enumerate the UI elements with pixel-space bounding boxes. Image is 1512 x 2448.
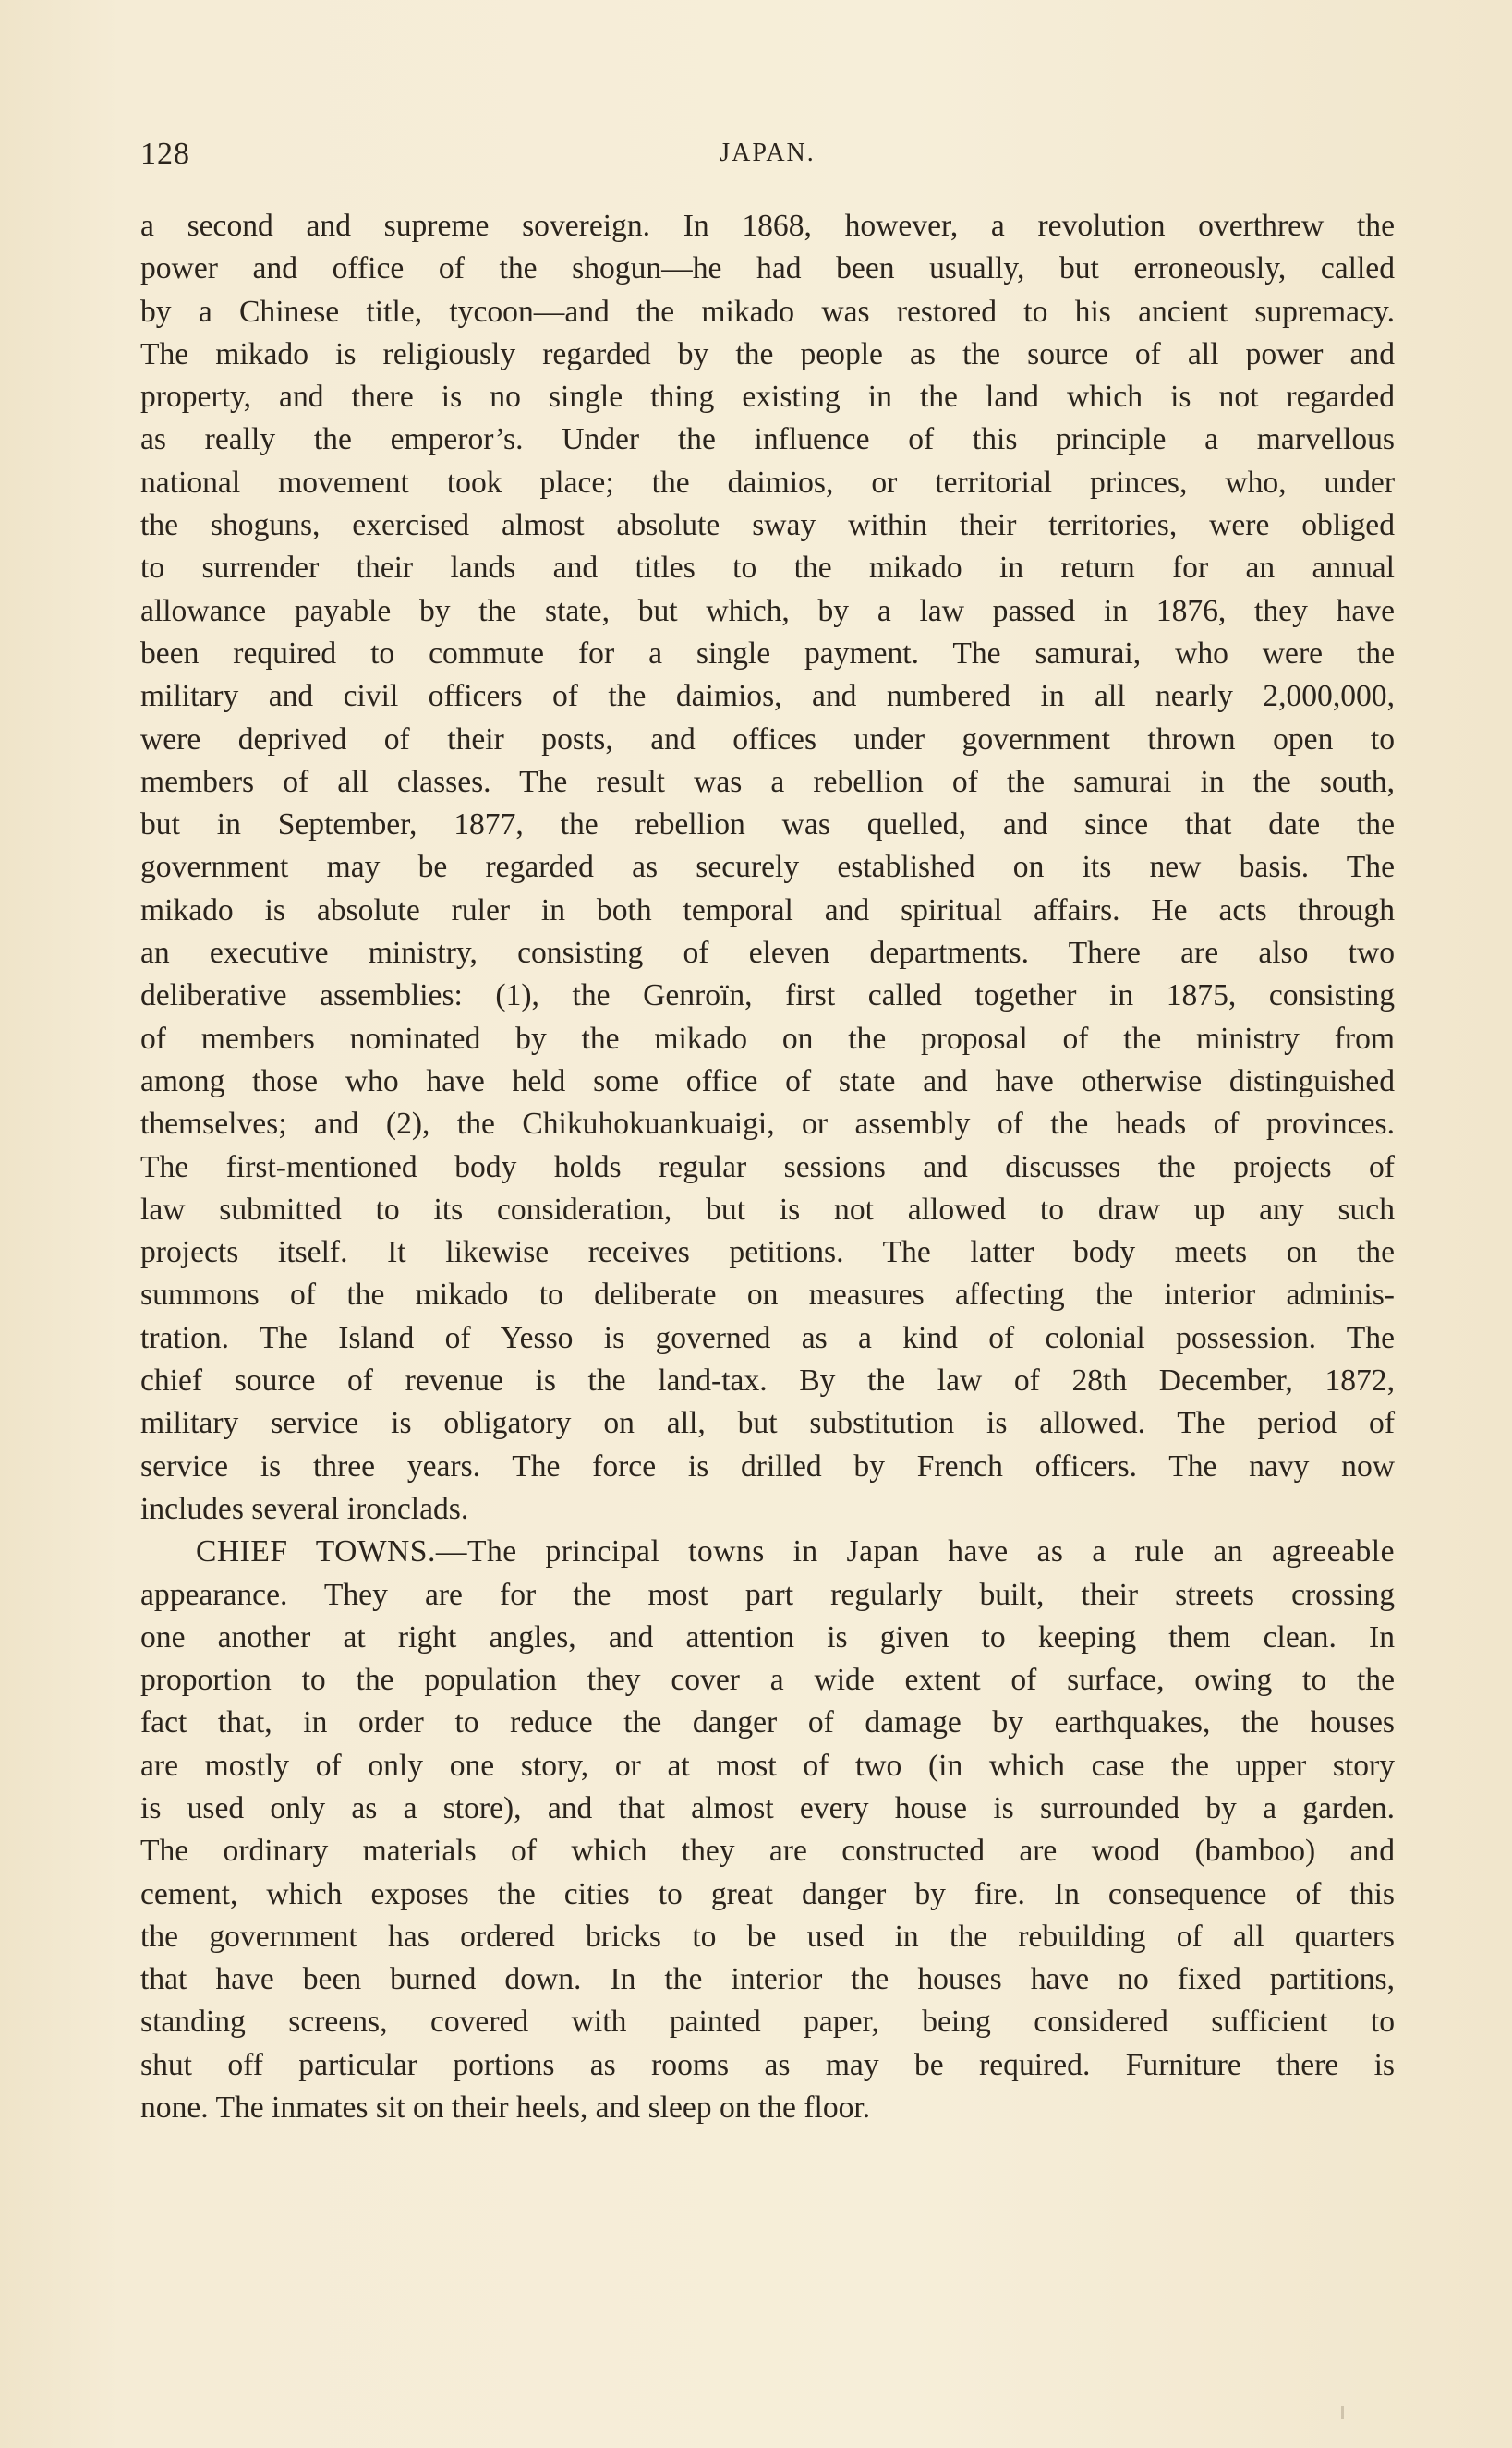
text-line: appearance. They are for the most part regularly built, their streets crossing xyxy=(140,1577,1395,1612)
running-head: JAPAN. xyxy=(720,139,816,167)
text-line: is used only as a store), and that almost every house is surrounded by a garden. xyxy=(140,1790,1395,1825)
text-line: property, and there is no single thing existing in the land which is not regarded xyxy=(140,380,1395,415)
text-line: the shoguns, exercised almost absolute sway within their territories, were obliged xyxy=(140,508,1395,543)
text-line: among those who have held some office of state and have otherwise distinguished xyxy=(140,1063,1395,1098)
text-line: to surrender their lands and titles to the mikado in return for an annual xyxy=(140,551,1395,586)
text-line: summons of the mikado to deliberate on measures affecting the interior adminis- xyxy=(140,1278,1395,1313)
text-line: themselves; and (2), the Chikuhokuankuaigi, or assembly of the heads of provinces. xyxy=(140,1107,1395,1142)
text-line: military service is obligatory on all, but substitution is allowed. The period of xyxy=(140,1406,1395,1441)
text-line: tration. The Island of Yesso is governed as a kind of colonial possession. The xyxy=(140,1320,1395,1355)
text-line: mikado is absolute ruler in both temporal and spiritual affairs. He acts through xyxy=(140,892,1395,927)
text-line: The first-mentioned body holds regular sessions and discusses the projects of xyxy=(140,1149,1395,1184)
text-line: includes several ironclads. xyxy=(140,1491,469,1526)
page-number: 128 xyxy=(140,137,190,171)
text-line: power and office of the shogun—he had been usually, but erroneously, called xyxy=(140,251,1395,286)
text-line: an executive ministry, consisting of eleven departments. There are also two xyxy=(140,936,1395,971)
body-text xyxy=(140,205,1395,2129)
text-line: none. The inmates sit on their heels, and sleep on the floor. xyxy=(140,2090,871,2126)
text-line: one another at right angles, and attention is given to keeping them clean. In xyxy=(140,1619,1395,1654)
text-line: allowance payable by the state, but which, by a law passed in 1876, they have xyxy=(140,593,1395,628)
text-line: national movement took place; the daimios, or territorial princes, who, under xyxy=(140,465,1395,500)
text-line: The ordinary materials of which they are constructed are wood (bamboo) and xyxy=(140,1834,1395,1869)
text-line: proportion to the population they cover a wide extent of surface, owing to the xyxy=(140,1663,1395,1698)
text-line: service is three years. The force is drilled by French officers. The navy now xyxy=(140,1448,1395,1484)
text-line: military and civil officers of the daimios, and numbered in all nearly 2,000,000, xyxy=(140,679,1395,714)
paragraph-government xyxy=(140,205,1395,1531)
text-line: that have been burned down. In the interior the houses have no fixed partitions, xyxy=(140,1962,1395,1997)
text-line: by a Chinese title, tycoon—and the mikado was restored to his ancient supremacy. xyxy=(140,294,1395,329)
text-line: as really the emperor’s. Under the influence of this principle a marvellous xyxy=(140,422,1395,457)
text-line: members of all classes. The result was a rebellion of the samurai in the south, xyxy=(140,764,1395,799)
text-line: but in September, 1877, the rebellion was quelled, and since that date the xyxy=(140,807,1395,842)
text-line: deliberative assemblies: (1), the Genroïn, first called together in 1875, consisting xyxy=(140,978,1395,1013)
text-line: law submitted to its consideration, but is not allowed to draw up any such xyxy=(140,1192,1395,1227)
text-line: a second and supreme sovereign. In 1868, however, a revolution overthrew the xyxy=(140,209,1395,243)
text-line: of members nominated by the mikado on the proposal of the ministry from xyxy=(140,1021,1395,1056)
text-line: standing screens, covered with painted paper, being considered sufficient to xyxy=(140,2005,1395,2040)
text-line: chief source of revenue is the land-tax. By the law of 28th December, 1872, xyxy=(140,1363,1395,1399)
text-line: the government has ordered bricks to be used in the rebuilding of all quarters xyxy=(140,1919,1395,1954)
page-header xyxy=(140,137,1395,183)
text-line: cement, which exposes the cities to great danger by fire. In consequence of this xyxy=(140,1876,1395,1911)
paper-speck xyxy=(1341,2406,1344,2419)
text-line: shut off particular portions as rooms as may be required. Furniture there is xyxy=(140,2047,1395,2082)
text-line: government may be regarded as securely established on its new basis. The xyxy=(140,850,1395,885)
text-line: been required to commute for a single payment. The samurai, who were the xyxy=(140,636,1395,671)
text-line: fact that, in order to reduce the danger of damage by earthquakes, the houses xyxy=(140,1705,1395,1740)
text-line: projects itself. It likewise receives petitions. The latter body meets on the xyxy=(140,1235,1395,1270)
text-line: CHIEF TOWNS.—The principal towns in Japan have as a rule an agreeable xyxy=(196,1534,1395,1569)
paragraph-chief-towns xyxy=(140,1531,1395,2129)
text-line: were deprived of their posts, and offices under government thrown open to xyxy=(140,721,1395,757)
text-line: are mostly of only one story, or at most of two (in which case the upper story xyxy=(140,1748,1395,1783)
text-line: The mikado is religiously regarded by the people as the source of all power and xyxy=(140,336,1395,371)
